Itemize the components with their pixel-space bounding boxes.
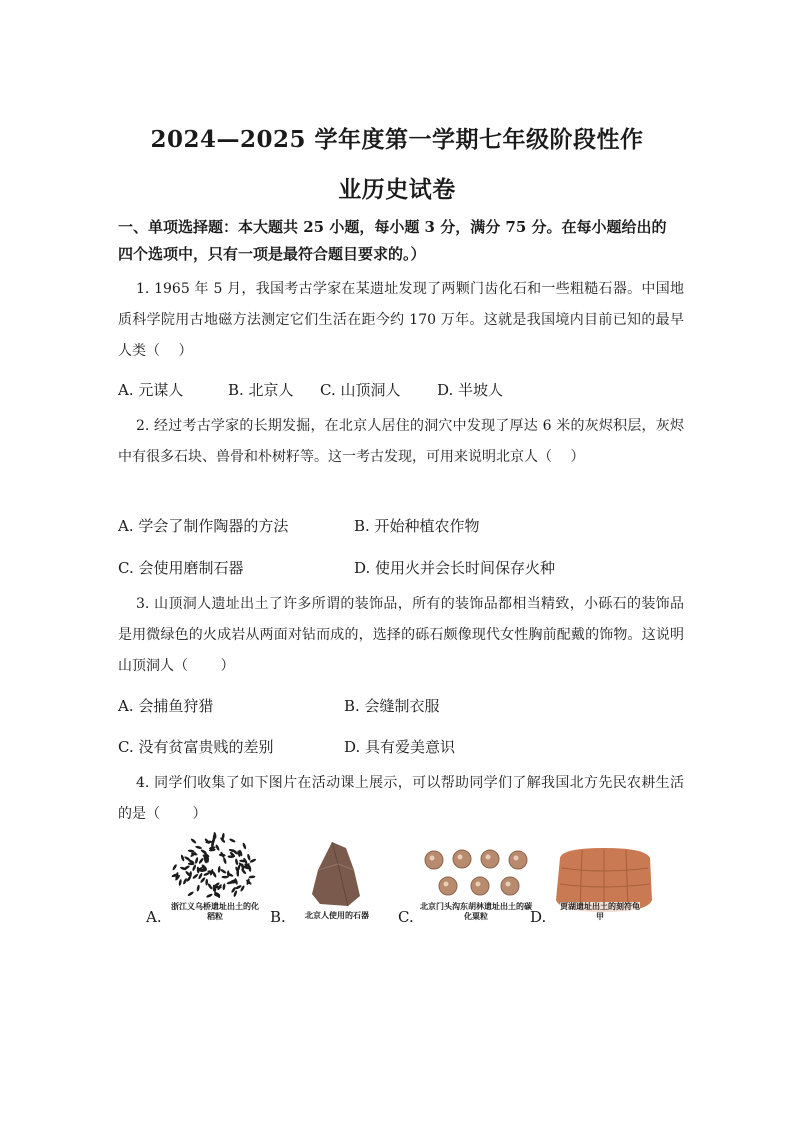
exam-title-line1: 2024—2025 学年度第一学期七年级阶段性作 [150,126,644,153]
caption-d: 贾湖遗址出土的刻符龟甲 [560,902,640,921]
rice-grain [187,891,194,897]
caption-c: 北京门头沟东胡林遗址出土的碳化粟粒 [420,902,532,921]
millet-grain [481,850,499,868]
rice-grain [249,858,256,863]
q4-option-c[interactable]: C. [398,908,414,926]
rice-grain [206,893,213,898]
millet-highlight [476,882,481,887]
q3-option-c[interactable]: C. 没有贫富贵贱的差别 [118,738,274,756]
rice-grain [197,867,200,874]
rice-grain [198,857,204,864]
rice-grain [180,854,185,861]
question-3-stem [118,589,684,682]
millet-highlight [430,856,435,861]
rice-grain [220,868,227,874]
q4-option-d[interactable]: D. [530,908,547,926]
rice-grain [205,879,208,886]
q3-option-b[interactable]: B. 会缝制衣服 [344,697,440,715]
rice-grain [235,858,239,865]
rice-grain [248,875,255,878]
rice-grain [223,857,228,864]
rice-grain [188,849,195,853]
rice-grain [172,864,178,871]
rice-grain [222,876,229,879]
millet-grain [439,877,457,895]
q1-option-d[interactable]: D. 半坡人 [437,381,504,399]
q2-option-a[interactable]: A. 学会了制作陶器的方法 [118,517,289,535]
millet-highlight [458,855,463,860]
millet-grain [453,850,471,868]
q2-option-c[interactable]: C. 会使用磨制石器 [118,559,244,577]
millet-grain [425,851,443,869]
q1-option-c[interactable]: C. 山顶洞人 [320,381,401,399]
rice-grain [215,844,220,851]
question-4-text: 4. 同学们收集了如下图片在活动课上展示，可以帮助同学们了解我国北方先民农耕生活的是（ ） [118,775,684,822]
millet-highlight [486,855,491,860]
rice-grain [190,838,197,844]
rice-grain [192,873,199,879]
stone-tool-image[interactable] [308,840,364,910]
rice-grain [222,883,226,890]
rice-grains-image[interactable] [168,830,260,904]
millet-grain [501,877,519,895]
rice-grain [242,842,247,849]
millet-grain [471,877,489,895]
question-1-stem [118,274,684,367]
millet-grains-image[interactable] [424,848,534,900]
rice-grain [247,854,251,861]
question-3-text: 3. 山顶洞人遗址出土了许多所谓的装饰品，所有的装饰品都相当精致，小砾石的装饰品是用微绿色的火成岩从两面对钻而成的，选择的砾石颇像现代女性胸前配戴的饰物。这说明山顶洞人（ ） [118,596,684,674]
rice-grain [198,872,203,879]
q4-option-b[interactable]: B. [270,908,286,926]
q2-option-d[interactable]: D. 使用火并会长时间保存火种 [354,559,556,577]
rice-grain [192,864,197,871]
rice-grain [194,857,198,864]
millet-grain [509,851,527,869]
question-2-stem [118,411,684,473]
section-heading: 一、单项选择题：本大题共 25 小题，每小题 3 分，满分 75 分。在每小题给出的四个选项中，只有一项是最符合题目要求的。） [118,218,667,263]
rice-grain [195,845,202,849]
rice-grain [218,866,221,873]
q1-option-b[interactable]: B. 北京人 [228,381,294,399]
q1-option-a[interactable]: A. 元谋人 [118,381,184,399]
rice-grain [229,838,236,843]
q4-option-a[interactable]: A. [146,908,162,926]
q3-option-d[interactable]: D. 具有爱美意识 [344,738,456,756]
millet-highlight [506,882,511,887]
millet-highlight [444,882,449,887]
q3-option-a[interactable]: A. 会捕鱼狩猎 [118,697,214,715]
exam-title-line2: 业历史试卷 [338,176,456,203]
question-2-text: 2. 经过考古学家的长期发掘，在北京人居住的洞穴中发现了厚达 6 米的灰烬积层，灰烬中有很多石块、兽骨和朴树籽等。这一考古发现，可用来说明北京人（ ） [118,418,684,465]
question-4-stem [118,768,684,830]
rice-grain [207,883,213,890]
question-1-text: 1. 1965 年 5 月，我国考古学家在某遗址发现了两颗门齿化石和一些粗糙石器。中国地质科学院用古地磁方法测定它们生活在距今约 170 万年。这就是我国境内目前已知的最早人类（ ） [118,281,684,359]
caption-b: 北京人使用的石器 [305,911,369,920]
q2-option-b[interactable]: B. 开始种植农作物 [354,517,480,535]
millet-highlight [514,856,519,861]
rice-grain [196,885,200,892]
rice-grain [178,879,182,886]
caption-a: 浙江义乌桥遗址出土的化稻粒 [171,902,259,921]
